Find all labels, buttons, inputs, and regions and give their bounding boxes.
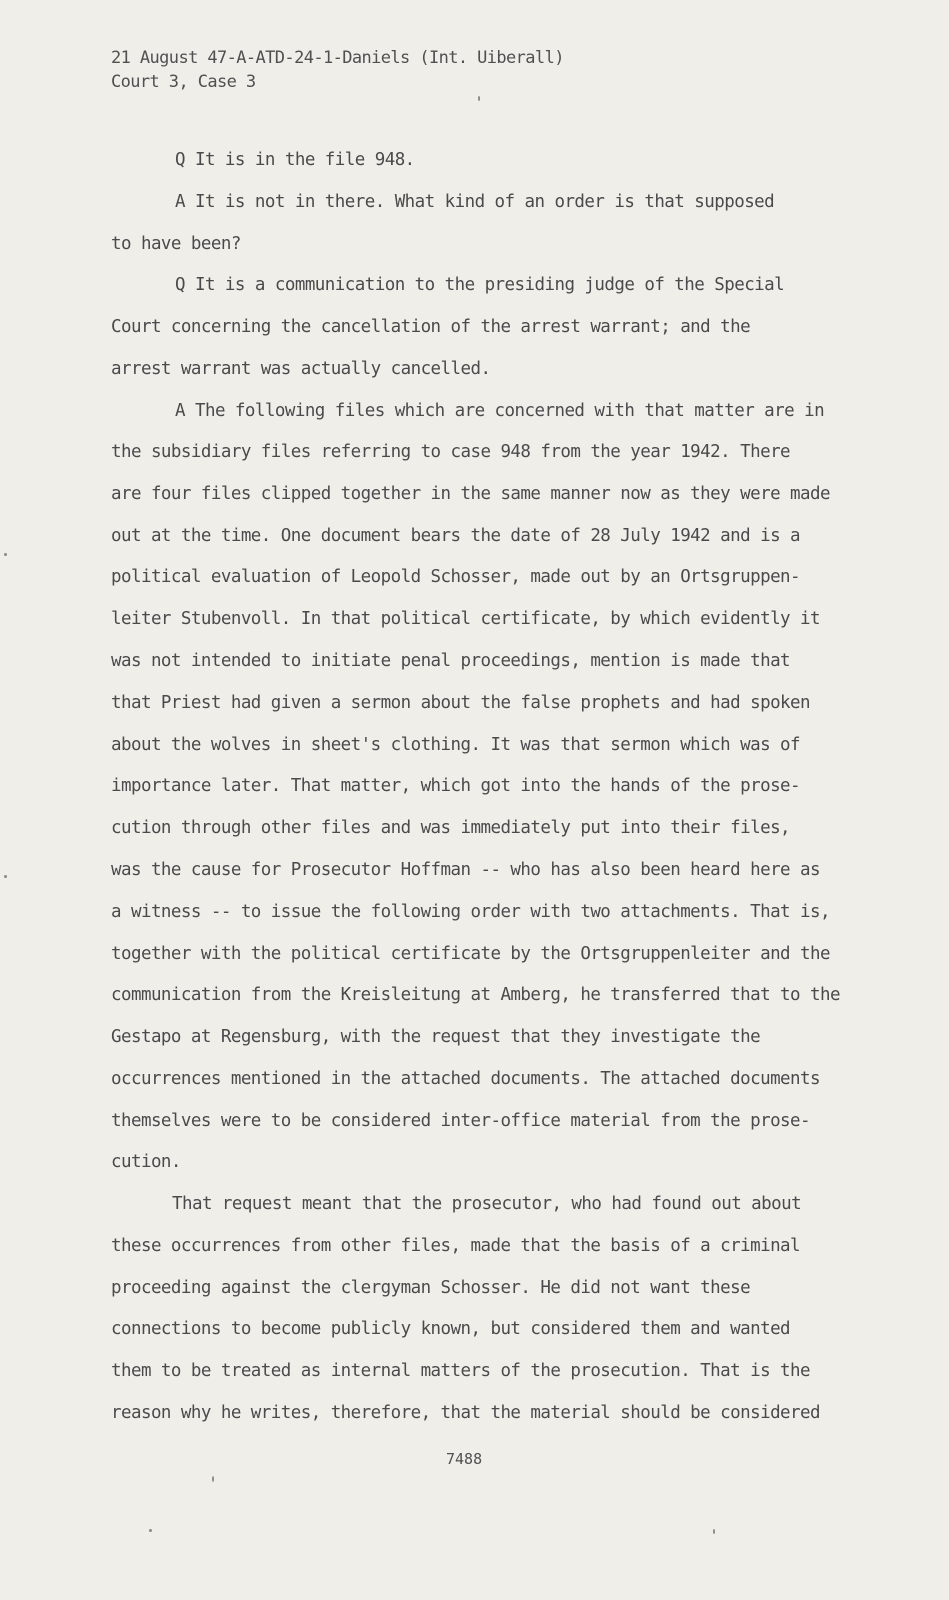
text-line: was the cause for Prosecutor Hoffman -- who has also been heard here as <box>111 860 820 880</box>
text-line: together with the political certificate by the Ortsgruppenleiter and the <box>111 944 830 964</box>
paper-speck <box>149 1529 152 1532</box>
text-line: was not intended to initiate penal proceedings, mention is made that <box>111 651 791 671</box>
page-number: 7488 <box>446 1450 483 1468</box>
text-line: Court concerning the cancellation of the arrest warrant; and the <box>111 317 751 337</box>
text-line: cution through other files and was immediately put into their files, <box>111 818 791 838</box>
paper-speck <box>4 875 7 878</box>
text-line: that Priest had given a sermon about the false prophets and had spoken <box>111 693 811 713</box>
paper-speck <box>212 1476 214 1482</box>
text-line: these occurrences from other files, made that the basis of a criminal <box>111 1236 801 1256</box>
text-line: to have been? <box>111 234 241 254</box>
text-line: communication from the Kreisleitung at Amberg, he transferred that to the <box>111 985 840 1005</box>
text-line: reason why he writes, therefore, that the material should be considered <box>111 1403 820 1423</box>
paper-speck <box>4 553 7 556</box>
text-line: Q It is in the file 948. <box>175 150 415 170</box>
text-line: political evaluation of Leopold Schosser, made out by an Ortsgruppen- <box>111 567 801 587</box>
header-court-line: Court 3, Case 3 <box>111 72 256 92</box>
document-header <box>111 46 564 94</box>
text-line: themselves were to be considered inter-office material from the prose- <box>111 1111 811 1131</box>
text-line: them to be treated as internal matters of the prosecution. That is the <box>111 1361 811 1381</box>
text-line: arrest warrant was actually cancelled. <box>111 359 491 379</box>
text-line: A The following files which are concerned with that matter are in <box>175 401 825 421</box>
text-line: Q It is a communication to the presiding judge of the Special <box>175 275 785 295</box>
text-line: A It is not in there. What kind of an order is that supposed <box>175 192 775 212</box>
text-line: Gestapo at Regensburg, with the request that they investigate the <box>111 1027 761 1047</box>
header-session-line: 21 August 47-A-ATD-24-1-Daniels (Int. Uiberall) <box>111 48 564 68</box>
text-line: leiter Stubenvoll. In that political certificate, by which evidently it <box>111 609 820 629</box>
text-line: a witness -- to issue the following order with two attachments. That is, <box>111 902 830 922</box>
paper-speck <box>478 96 480 101</box>
text-line: out at the time. One document bears the date of 28 July 1942 and is a <box>111 526 801 546</box>
text-line: the subsidiary files referring to case 948 from the year 1942. There <box>111 442 791 462</box>
text-line: That request meant that the prosecutor, who had found out about <box>172 1194 802 1214</box>
text-line: cution. <box>111 1152 181 1172</box>
text-line: occurrences mentioned in the attached documents. The attached documents <box>111 1069 820 1089</box>
text-line: proceeding against the clergyman Schosser. He did not want these <box>111 1278 751 1298</box>
text-line: about the wolves in sheet's clothing. It was that sermon which was of <box>111 735 801 755</box>
paper-speck <box>713 1529 715 1534</box>
text-line: connections to become publicly known, but considered them and wanted <box>111 1319 791 1339</box>
text-line: are four files clipped together in the same manner now as they were made <box>111 484 830 504</box>
text-line: importance later. That matter, which got into the hands of the prose- <box>111 776 801 796</box>
